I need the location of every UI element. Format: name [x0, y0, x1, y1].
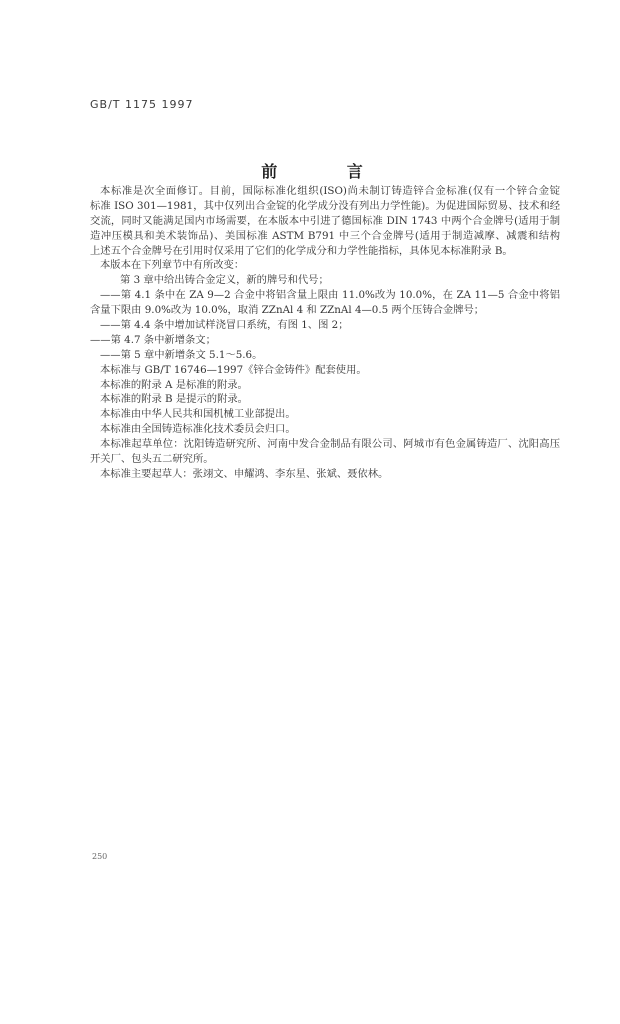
paragraph-line: ——第 5 章中新增条文 5.1～5.6。	[100, 348, 263, 361]
paragraph-line: 开关厂、包头五二研究所。	[90, 453, 214, 466]
paragraph-line: 本标准与 GB/T 16746—1997《锌合金铸件》配套使用。	[100, 363, 367, 376]
paragraph-line: 本标准主要起草人：张翊文、申耀鸿、李东星、张斌、聂依林。	[100, 467, 389, 480]
paragraph-line: 第 3 章中给出铸合金定义，新的牌号和代号；	[120, 274, 329, 287]
paragraph-line: ——第 4.1 条中在 ZA 9—2 合金中将铝含量上限由 11.0%改为 10.0%，在 ZA 11—5 合金中将铝	[100, 289, 560, 302]
paragraph-line: 本标准起草单位：沈阳铸造研究所、河南中发合金制品有限公司、阿城市有色金属铸造厂、沈阳高压	[100, 438, 560, 451]
paragraph-line: 交流，同时又能满足国内市场需要，在本版本中引进了德国标准 DIN 1743 中两个合金牌号(适用于制	[90, 214, 560, 227]
page-number: 250	[92, 852, 108, 861]
paragraph-line: 本标准由中华人民共和国机械工业部提出。	[100, 408, 296, 421]
paragraph-line: 上述五个合金牌号在引用时仅采用了它们的化学成分和力学性能指标，具体见本标准附录 B。	[90, 244, 513, 257]
paragraph-line: 本标准是次全面修订。目前，国际标准化组织(ISO)尚未制订铸造锌合金标准(仅有一个锌合金锭	[100, 185, 560, 197]
paragraph-line: 本标准由全国铸造标准化技术委员会归口。	[100, 423, 296, 436]
paragraph-line: 本标准的附录 A 是标准的附录。	[100, 378, 248, 391]
paragraph-line: 含量下限由 9.0%改为 10.0%，取消 ZZnAl 4 和 ZZnAl 4—0.5 两个压铸合金牌号；	[90, 304, 485, 317]
paragraph-line: 造冲压模具和美术装饰品)、美国标准 ASTM B791 中三个合金牌号(适用于制造减摩、减震和结构	[90, 229, 560, 242]
standard-code: GB/T 1175 1997	[90, 98, 194, 111]
paragraph-line: ——第 4.4 条中增加试样浇冒口系统，有图 1、图 2；	[100, 319, 349, 332]
paragraph-line: 本标准的附录 B 是提示的附录。	[100, 393, 248, 406]
paragraph-line: 标准 ISO 301—1981，其中仅列出合金锭的化学成分没有列出力学性能)。为促进国际贸易、技术和经	[90, 199, 560, 212]
foreword-body	[90, 184, 560, 482]
paragraph-line: 本版本在下列章节中有所改变：	[100, 259, 245, 272]
paragraph-line: ——第 4.7 条中新增条文；	[90, 333, 216, 346]
page-title: 前 言	[261, 162, 395, 181]
